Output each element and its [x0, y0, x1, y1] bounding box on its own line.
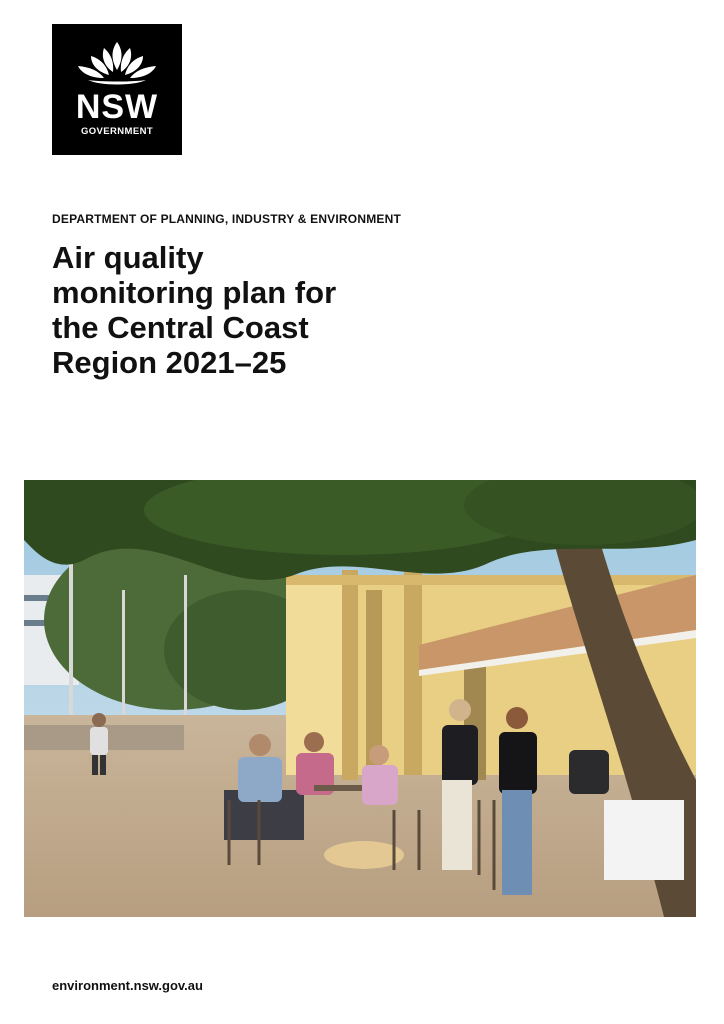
title-line: Air quality: [52, 240, 204, 275]
waratah-icon: [74, 40, 160, 88]
title-line: the Central Coast: [52, 310, 309, 345]
department-name: DEPARTMENT OF PLANNING, INDUSTRY & ENVIRONMENT: [52, 212, 401, 226]
document-title: [52, 240, 412, 380]
title-line: Region 2021–25: [52, 345, 287, 380]
nsw-government-logo: [52, 24, 182, 155]
logo-subtext: GOVERNMENT: [80, 126, 154, 137]
cover-photo-beachfront-cafe: [24, 480, 696, 917]
footer-website-url[interactable]: environment.nsw.gov.au: [52, 978, 203, 993]
logo-wordmark: NSW: [75, 88, 159, 126]
title-line: monitoring plan for: [52, 275, 337, 310]
